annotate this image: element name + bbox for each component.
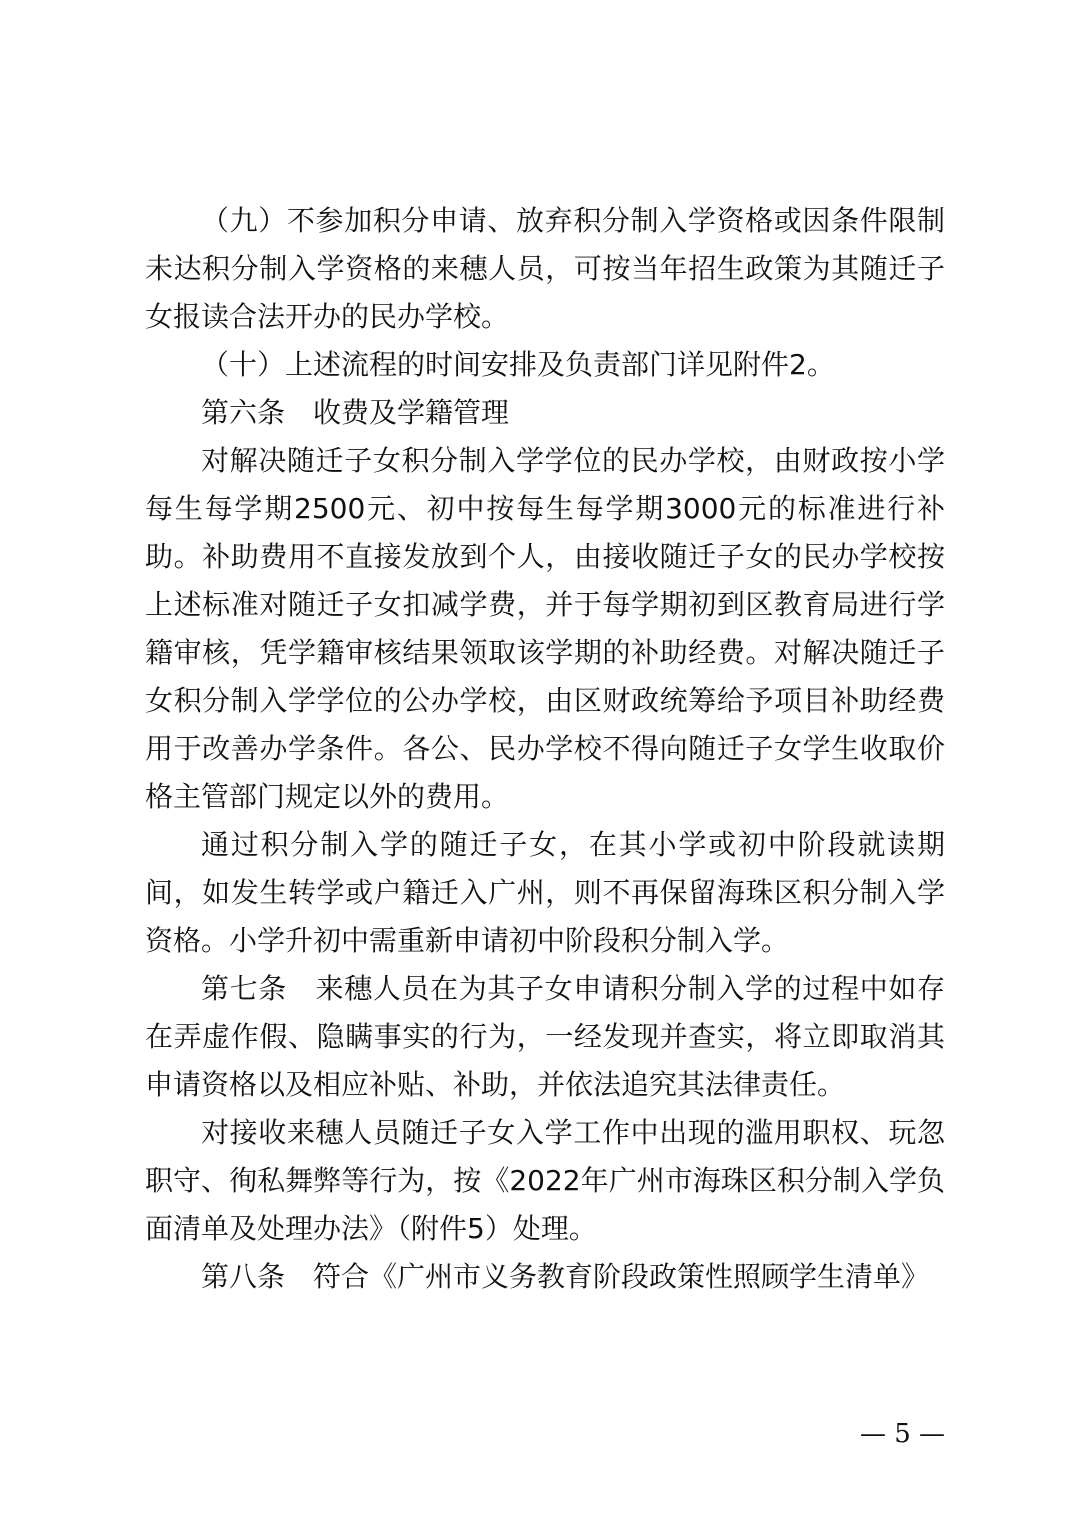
page-number: — 5 — [859,1419,946,1449]
paragraph-misconduct: 对接收来穗人员随迁子女入学工作中出现的滥用职权、玩忽职守、徇私舞弊等行为，按《2022年广州市海珠区积分制入学负面清单及处理办法》（附件5）处理。 [145,1116,945,1245]
article-8-paragraph: 第八条 符合《广州市义务教育阶段政策性照顾学生清单》 [201,1260,930,1293]
article-6-heading: 第六条 收费及学籍管理 [201,396,510,429]
paragraph-item-10: （十）上述流程的时间安排及负责部门详见附件2。 [201,348,835,381]
paragraph-item-9: （九）不参加积分申请、放弃积分制入学资格或因条件限制未达积分制入学资格的来穗人员，可按当年招生政策为其随迁子女报读合法开办的民办学校。 [145,204,945,333]
document-body [145,197,945,1301]
paragraph-transfer-rules: 通过积分制入学的随迁子女，在其小学或初中阶段就读期间，如发生转学或户籍迁入广州，则不再保留海珠区积分制入学资格。小学升初中需重新申请初中阶段积分制入学。 [145,828,945,957]
article-7-paragraph: 第七条 来穗人员在为其子女申请积分制入学的过程中如存在弄虚作假、隐瞒事实的行为，一经发现并查实，将立即取消其申请资格以及相应补贴、补助，并依法追究其法律责任。 [145,972,945,1101]
paragraph-fees-subsidy: 对解决随迁子女积分制入学学位的民办学校，由财政按小学每生每学期2500元、初中按每生每学期3000元的标准进行补助。补助费用不直接发放到个人，由接收随迁子女的民办学校按上述标准对随迁子女扣减学费，并于每学期初到区教育局进行学籍审核，凭学籍审核结果领取该学期的补助经费。对解决随迁子女积分制入学学位的公办学校，由区财政统筹给予项目补助经费用于改善办学条件。各公、民办学校不得向随迁子女学生收取价格主管部门规定以外的费用。 [145,444,945,813]
